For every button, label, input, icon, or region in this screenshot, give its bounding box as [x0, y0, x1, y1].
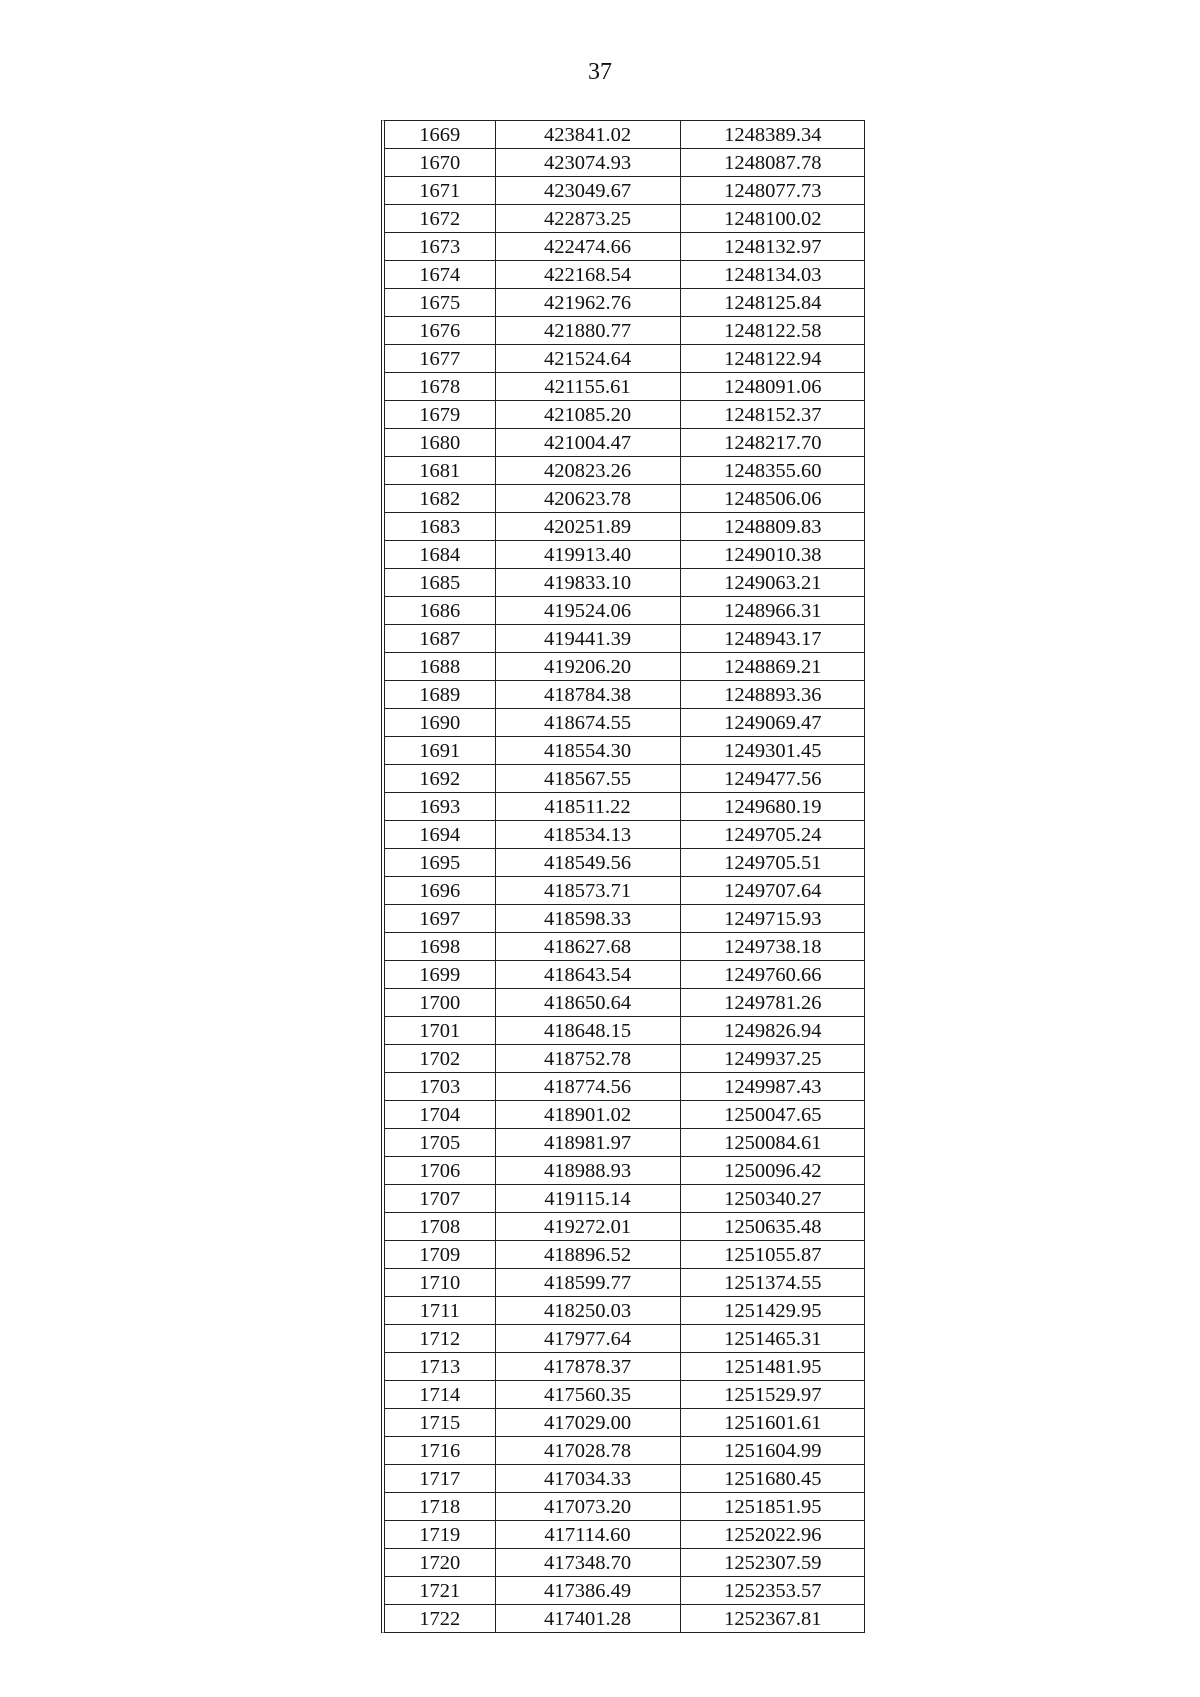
y-coordinate-cell: 1248152.37 — [680, 401, 865, 429]
y-coordinate-cell: 1249715.93 — [680, 905, 865, 933]
x-coordinate-cell: 417114.60 — [495, 1521, 680, 1549]
table-row — [385, 457, 865, 485]
point-number-cell: 1677 — [385, 345, 495, 373]
table-row — [385, 1157, 865, 1185]
point-number-cell: 1674 — [385, 261, 495, 289]
table-row — [385, 177, 865, 205]
x-coordinate-cell: 418648.15 — [495, 1017, 680, 1045]
x-coordinate-cell: 421004.47 — [495, 429, 680, 457]
y-coordinate-cell: 1249937.25 — [680, 1045, 865, 1073]
x-coordinate-cell: 421085.20 — [495, 401, 680, 429]
y-coordinate-cell: 1249705.51 — [680, 849, 865, 877]
table-row — [385, 1353, 865, 1381]
point-number-cell: 1703 — [385, 1073, 495, 1101]
x-coordinate-cell: 419833.10 — [495, 569, 680, 597]
point-number-cell: 1705 — [385, 1129, 495, 1157]
y-coordinate-cell: 1252307.59 — [680, 1549, 865, 1577]
y-coordinate-cell: 1249760.66 — [680, 961, 865, 989]
y-coordinate-cell: 1251604.99 — [680, 1437, 865, 1465]
y-coordinate-cell: 1252022.96 — [680, 1521, 865, 1549]
table-row — [385, 1381, 865, 1409]
x-coordinate-cell: 423074.93 — [495, 149, 680, 177]
point-number-cell: 1697 — [385, 905, 495, 933]
point-number-cell: 1710 — [385, 1269, 495, 1297]
point-number-cell: 1676 — [385, 317, 495, 345]
x-coordinate-cell: 421880.77 — [495, 317, 680, 345]
table-row — [385, 1521, 865, 1549]
point-number-cell: 1675 — [385, 289, 495, 317]
y-coordinate-cell: 1249063.21 — [680, 569, 865, 597]
point-number-cell: 1706 — [385, 1157, 495, 1185]
x-coordinate-cell: 420251.89 — [495, 513, 680, 541]
table-row — [385, 681, 865, 709]
x-coordinate-cell: 418896.52 — [495, 1241, 680, 1269]
point-number-cell: 1670 — [385, 149, 495, 177]
x-coordinate-cell: 418901.02 — [495, 1101, 680, 1129]
table-row — [385, 541, 865, 569]
y-coordinate-cell: 1249477.56 — [680, 765, 865, 793]
point-number-cell: 1721 — [385, 1577, 495, 1605]
table-row — [385, 1577, 865, 1605]
point-number-cell: 1694 — [385, 821, 495, 849]
point-number-cell: 1709 — [385, 1241, 495, 1269]
x-coordinate-cell: 417348.70 — [495, 1549, 680, 1577]
table-row — [385, 1409, 865, 1437]
x-coordinate-cell: 417560.35 — [495, 1381, 680, 1409]
table-row — [385, 289, 865, 317]
table-row — [385, 793, 865, 821]
point-number-cell: 1712 — [385, 1325, 495, 1353]
point-number-cell: 1700 — [385, 989, 495, 1017]
table-row — [385, 149, 865, 177]
x-coordinate-cell: 418598.33 — [495, 905, 680, 933]
point-number-cell: 1669 — [385, 121, 495, 149]
y-coordinate-cell: 1251429.95 — [680, 1297, 865, 1325]
point-number-cell: 1673 — [385, 233, 495, 261]
x-coordinate-cell: 418549.56 — [495, 849, 680, 877]
point-number-cell: 1713 — [385, 1353, 495, 1381]
page-number: 37 — [588, 59, 612, 85]
point-number-cell: 1696 — [385, 877, 495, 905]
y-coordinate-cell: 1252353.57 — [680, 1577, 865, 1605]
table-row — [385, 121, 865, 149]
point-number-cell: 1708 — [385, 1213, 495, 1241]
x-coordinate-cell: 422474.66 — [495, 233, 680, 261]
y-coordinate-cell: 1250635.48 — [680, 1213, 865, 1241]
table-row — [385, 345, 865, 373]
x-coordinate-cell: 419206.20 — [495, 653, 680, 681]
x-coordinate-cell: 421962.76 — [495, 289, 680, 317]
coordinates-table-frame — [381, 120, 865, 1633]
x-coordinate-cell: 417386.49 — [495, 1577, 680, 1605]
point-number-cell: 1711 — [385, 1297, 495, 1325]
x-coordinate-cell: 418567.55 — [495, 765, 680, 793]
x-coordinate-cell: 423049.67 — [495, 177, 680, 205]
y-coordinate-cell: 1248122.94 — [680, 345, 865, 373]
table-row — [385, 1437, 865, 1465]
point-number-cell: 1684 — [385, 541, 495, 569]
table-row — [385, 653, 865, 681]
point-number-cell: 1682 — [385, 485, 495, 513]
x-coordinate-cell: 421155.61 — [495, 373, 680, 401]
y-coordinate-cell: 1249707.64 — [680, 877, 865, 905]
y-coordinate-cell: 1251055.87 — [680, 1241, 865, 1269]
table-row — [385, 1101, 865, 1129]
x-coordinate-cell: 422168.54 — [495, 261, 680, 289]
point-number-cell: 1717 — [385, 1465, 495, 1493]
table-row — [385, 373, 865, 401]
x-coordinate-cell: 419272.01 — [495, 1213, 680, 1241]
point-number-cell: 1687 — [385, 625, 495, 653]
table-row — [385, 1465, 865, 1493]
y-coordinate-cell: 1251680.45 — [680, 1465, 865, 1493]
table-row — [385, 1213, 865, 1241]
table-row — [385, 1325, 865, 1353]
table-row — [385, 737, 865, 765]
point-number-cell: 1686 — [385, 597, 495, 625]
point-number-cell: 1715 — [385, 1409, 495, 1437]
point-number-cell: 1699 — [385, 961, 495, 989]
table-row — [385, 1297, 865, 1325]
table-row — [385, 205, 865, 233]
table-row — [385, 569, 865, 597]
point-number-cell: 1722 — [385, 1605, 495, 1633]
x-coordinate-cell: 418554.30 — [495, 737, 680, 765]
y-coordinate-cell: 1248389.34 — [680, 121, 865, 149]
y-coordinate-cell: 1249987.43 — [680, 1073, 865, 1101]
point-number-cell: 1690 — [385, 709, 495, 737]
x-coordinate-cell: 418250.03 — [495, 1297, 680, 1325]
y-coordinate-cell: 1248506.06 — [680, 485, 865, 513]
point-number-cell: 1695 — [385, 849, 495, 877]
y-coordinate-cell: 1250047.65 — [680, 1101, 865, 1129]
point-number-cell: 1698 — [385, 933, 495, 961]
table-row — [385, 709, 865, 737]
table-row — [385, 401, 865, 429]
y-coordinate-cell: 1249069.47 — [680, 709, 865, 737]
y-coordinate-cell: 1248217.70 — [680, 429, 865, 457]
table-row — [385, 961, 865, 989]
point-number-cell: 1714 — [385, 1381, 495, 1409]
table-row — [385, 1185, 865, 1213]
x-coordinate-cell: 418981.97 — [495, 1129, 680, 1157]
point-number-cell: 1683 — [385, 513, 495, 541]
y-coordinate-cell: 1248132.97 — [680, 233, 865, 261]
x-coordinate-cell: 418573.71 — [495, 877, 680, 905]
point-number-cell: 1680 — [385, 429, 495, 457]
table-row — [385, 1269, 865, 1297]
x-coordinate-cell: 418627.68 — [495, 933, 680, 961]
x-coordinate-cell: 418511.22 — [495, 793, 680, 821]
x-coordinate-cell: 417029.00 — [495, 1409, 680, 1437]
x-coordinate-cell: 420623.78 — [495, 485, 680, 513]
y-coordinate-cell: 1251601.61 — [680, 1409, 865, 1437]
y-coordinate-cell: 1248355.60 — [680, 457, 865, 485]
point-number-cell: 1691 — [385, 737, 495, 765]
x-coordinate-cell: 418674.55 — [495, 709, 680, 737]
y-coordinate-cell: 1248087.78 — [680, 149, 865, 177]
x-coordinate-cell: 422873.25 — [495, 205, 680, 233]
y-coordinate-cell: 1249680.19 — [680, 793, 865, 821]
table-row — [385, 1549, 865, 1577]
table-row — [385, 1241, 865, 1269]
point-number-cell: 1689 — [385, 681, 495, 709]
y-coordinate-cell: 1248100.02 — [680, 205, 865, 233]
point-number-cell: 1720 — [385, 1549, 495, 1577]
y-coordinate-cell: 1249826.94 — [680, 1017, 865, 1045]
point-number-cell: 1704 — [385, 1101, 495, 1129]
x-coordinate-cell: 417401.28 — [495, 1605, 680, 1633]
x-coordinate-cell: 417034.33 — [495, 1465, 680, 1493]
y-coordinate-cell: 1248077.73 — [680, 177, 865, 205]
table-row — [385, 485, 865, 513]
table-row — [385, 765, 865, 793]
point-number-cell: 1707 — [385, 1185, 495, 1213]
x-coordinate-cell: 420823.26 — [495, 457, 680, 485]
table-row — [385, 821, 865, 849]
x-coordinate-cell: 417073.20 — [495, 1493, 680, 1521]
x-coordinate-cell: 417028.78 — [495, 1437, 680, 1465]
point-number-cell: 1672 — [385, 205, 495, 233]
y-coordinate-cell: 1248893.36 — [680, 681, 865, 709]
x-coordinate-cell: 419913.40 — [495, 541, 680, 569]
y-coordinate-cell: 1248122.58 — [680, 317, 865, 345]
x-coordinate-cell: 418534.13 — [495, 821, 680, 849]
point-number-cell: 1688 — [385, 653, 495, 681]
y-coordinate-cell: 1251529.97 — [680, 1381, 865, 1409]
y-coordinate-cell: 1249705.24 — [680, 821, 865, 849]
coordinates-table-body — [385, 121, 865, 1632]
table-row — [385, 625, 865, 653]
x-coordinate-cell: 418752.78 — [495, 1045, 680, 1073]
table-row — [385, 1017, 865, 1045]
x-coordinate-cell: 418774.56 — [495, 1073, 680, 1101]
x-coordinate-cell: 423841.02 — [495, 121, 680, 149]
point-number-cell: 1679 — [385, 401, 495, 429]
y-coordinate-cell: 1251851.95 — [680, 1493, 865, 1521]
y-coordinate-cell: 1250340.27 — [680, 1185, 865, 1213]
point-number-cell: 1671 — [385, 177, 495, 205]
table-row — [385, 597, 865, 625]
table-row — [385, 1045, 865, 1073]
point-number-cell: 1685 — [385, 569, 495, 597]
x-coordinate-cell: 418643.54 — [495, 961, 680, 989]
coordinates-table — [385, 121, 865, 1632]
table-row — [385, 989, 865, 1017]
point-number-cell: 1701 — [385, 1017, 495, 1045]
y-coordinate-cell: 1251374.55 — [680, 1269, 865, 1297]
x-coordinate-cell: 417878.37 — [495, 1353, 680, 1381]
x-coordinate-cell: 418784.38 — [495, 681, 680, 709]
table-row — [385, 933, 865, 961]
y-coordinate-cell: 1249738.18 — [680, 933, 865, 961]
y-coordinate-cell: 1248091.06 — [680, 373, 865, 401]
point-number-cell: 1678 — [385, 373, 495, 401]
point-number-cell: 1718 — [385, 1493, 495, 1521]
table-row — [385, 233, 865, 261]
table-row — [385, 1493, 865, 1521]
point-number-cell: 1692 — [385, 765, 495, 793]
table-row — [385, 1073, 865, 1101]
x-coordinate-cell: 418599.77 — [495, 1269, 680, 1297]
y-coordinate-cell: 1248809.83 — [680, 513, 865, 541]
table-row — [385, 905, 865, 933]
table-row — [385, 261, 865, 289]
y-coordinate-cell: 1248869.21 — [680, 653, 865, 681]
x-coordinate-cell: 421524.64 — [495, 345, 680, 373]
table-row — [385, 429, 865, 457]
x-coordinate-cell: 419524.06 — [495, 597, 680, 625]
y-coordinate-cell: 1251481.95 — [680, 1353, 865, 1381]
y-coordinate-cell: 1249010.38 — [680, 541, 865, 569]
y-coordinate-cell: 1250096.42 — [680, 1157, 865, 1185]
point-number-cell: 1716 — [385, 1437, 495, 1465]
table-row — [385, 1129, 865, 1157]
point-number-cell: 1702 — [385, 1045, 495, 1073]
table-row — [385, 513, 865, 541]
y-coordinate-cell: 1248943.17 — [680, 625, 865, 653]
x-coordinate-cell: 418988.93 — [495, 1157, 680, 1185]
x-coordinate-cell: 419115.14 — [495, 1185, 680, 1213]
x-coordinate-cell: 417977.64 — [495, 1325, 680, 1353]
y-coordinate-cell: 1249301.45 — [680, 737, 865, 765]
table-row — [385, 877, 865, 905]
table-row — [385, 1605, 865, 1633]
x-coordinate-cell: 419441.39 — [495, 625, 680, 653]
y-coordinate-cell: 1248134.03 — [680, 261, 865, 289]
table-row — [385, 317, 865, 345]
y-coordinate-cell: 1251465.31 — [680, 1325, 865, 1353]
point-number-cell: 1681 — [385, 457, 495, 485]
point-number-cell: 1719 — [385, 1521, 495, 1549]
y-coordinate-cell: 1248966.31 — [680, 597, 865, 625]
x-coordinate-cell: 418650.64 — [495, 989, 680, 1017]
y-coordinate-cell: 1250084.61 — [680, 1129, 865, 1157]
point-number-cell: 1693 — [385, 793, 495, 821]
table-row — [385, 849, 865, 877]
y-coordinate-cell: 1249781.26 — [680, 989, 865, 1017]
y-coordinate-cell: 1248125.84 — [680, 289, 865, 317]
y-coordinate-cell: 1252367.81 — [724, 1607, 822, 1630]
